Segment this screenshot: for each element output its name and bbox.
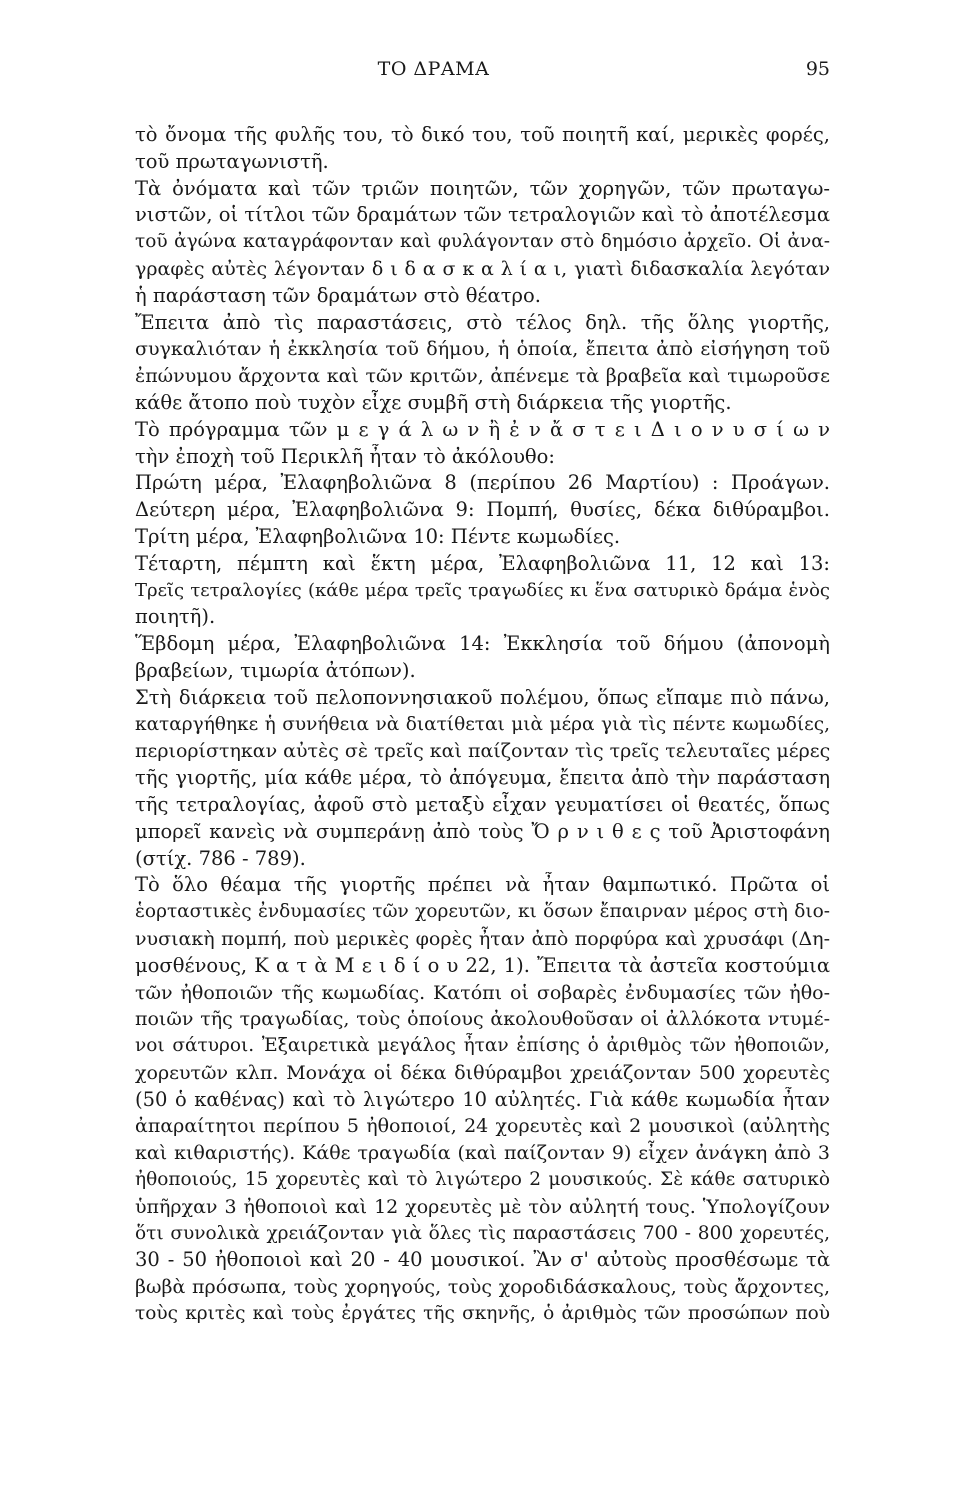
text-line: τῆς γιορτῆς, μία κάθε μέρα, τὸ ἀπόγευμα, ἔπειτα ἀπὸ τὴν παράσταση — [135, 766, 830, 790]
page-number: 95 — [805, 58, 830, 80]
text-line: Ἔπειτα ἀπὸ τὶς παραστάσεις, στὸ τέλος δηλ. τῆς ὅλης γιορτῆς, — [135, 310, 830, 334]
text-line: Τὸ ὅλο θέαμα τῆς γιορτῆς πρέπει νὰ ἦταν θαμπωτικό. Πρῶτα οἱ — [135, 873, 830, 897]
text-line: ποιῶν τῆς τραγωδίας, τοὺς ὁποίους ἀκολουθοῦσαν οἱ ἀλλόκοτα ντυμέ- — [135, 1008, 830, 1031]
text-line: Ἕβδομη μέρα, Ἐλαφηβολιῶνα 14: Ἐκκλησία τοῦ δήμου (ἀπονομὴ — [135, 632, 830, 656]
text-line: Τὰ ὀνόματα καὶ τῶν τριῶν ποιητῶν, τῶν χορηγῶν, τῶν πρωταγω- — [135, 176, 830, 200]
text-line: κάθε ἄτοπο ποὺ τυχὸν εἶχε συμβῆ στὴ διάρκεια τῆς γιορτῆς. — [135, 390, 732, 414]
text-line: γραφὲς αὐτὲς λέγονταν δ ι δ α σ κ α λ ί α ι, γιατὶ διδασκαλία λεγόταν — [135, 257, 830, 280]
text-line: μοσθένους, Κ α τ ὰ Μ ε ι δ ί ο υ 22, 1). Ἔπειτα τὰ ἀστεῖα κοστούμια — [135, 953, 830, 977]
text-line: ὅτι συνολικὰ χρειάζονταν γιὰ ὅλες τὶς παραστάσεις 700 - 800 χορευτές, — [135, 1222, 830, 1244]
text-line: νυσιακὴ πομπή, ποὺ μερικὲς φορὲς ἦταν ἀπὸ πορφύρα καὶ χρυσάφι (Δη- — [135, 927, 830, 950]
text-line: βωβὰ πρόσωπα, τοὺς χορηγούς, τοὺς χοροδιδάσκαλους, τοὺς ἄρχοντες, — [135, 1276, 830, 1299]
body-text — [135, 122, 830, 1328]
text-line: Τὸ πρόγραμμα τῶν μ ε γ ά λ ω ν ἢ ἐ ν ἄ σ τ ε ι Δ ι ο ν υ σ ί ω ν — [135, 417, 830, 441]
text-line: τὸ ὄνομα τῆς φυλῆς του, τὸ δικό του, τοῦ ποιητῆ καί, μερικὲς φορές, — [135, 123, 830, 146]
text-line: Πρώτη μέρα, Ἐλαφηβολιῶνα 8 (περίπου 26 Μαρτίου) : Προάγων. — [135, 471, 830, 495]
text-line: τῆς τετραλογίας, ἀφοῦ στὸ μεταξὺ εἶχαν γευματίσει οἱ θεατές, ὅπως — [135, 792, 830, 816]
text-line: ἠθοποιούς, 15 χορευτὲς καὶ τὸ λιγώτερο 2 μουσικούς. Σὲ κάθε σατυρικὸ — [135, 1169, 830, 1191]
text-line: Στὴ διάρκεια τοῦ πελοποννησιακοῦ πολέμου, ὅπως εἴπαμε πιὸ πάνω, — [135, 685, 830, 709]
text-line: συγκαλιόταν ἡ ἐκκλησία τοῦ δήμου, ἡ ὁποία, ἔπειτα ἀπὸ εἰσήγηση τοῦ — [135, 338, 830, 361]
text-line: βραβείων, τιμωρία ἀτόπων). — [135, 658, 416, 682]
text-line: ἡ παράσταση τῶν δραμάτων στὸ θέατρο. — [135, 283, 541, 307]
text-line: (50 ὁ καθένας) καὶ τὸ λιγώτερο 10 αὐλητές. Γιὰ κάθε κωμωδία ἦταν — [135, 1087, 830, 1111]
text-line: 30 - 50 ἠθοποιοὶ καὶ 20 - 40 μουσικοί. Ἂν σ' αὐτοὺς προσθέσωμε τὰ — [135, 1248, 830, 1272]
running-head — [0, 58, 977, 88]
text-line: ὑπῆρχαν 3 ἠθοποιοὶ καὶ 12 χορευτὲς μὲ τὸν αὐλητή τους. Ὑπολογίζουν — [135, 1195, 830, 1218]
text-line: περιορίστηκαν αὐτὲς σὲ τρεῖς καὶ παίζονταν τὶς τρεῖς τελευταῖες μέρες — [135, 740, 830, 763]
text-line: τὴν ἐποχὴ τοῦ Περικλῆ ἦταν τὸ ἀκόλουθο: — [135, 444, 555, 468]
text-line: (στίχ. 786 - 789). — [135, 846, 306, 870]
text-line: ποιητῆ). — [135, 605, 216, 629]
text-line: τοῦ πρωταγωνιστῆ. — [135, 149, 329, 173]
text-line: τοῦ ἀγώνα καταγράφονταν καὶ φυλάγονταν στὸ δημόσιο ἀρχεῖο. Οἱ ἀνα- — [135, 231, 830, 253]
text-line: ἑορταστικὲς ἐνδυμασίες τῶν χορευτῶν, κι ὅσων ἔπαιρναν μέρος στὴ διο- — [135, 901, 830, 923]
text-line: τοὺς κριτὲς καὶ τοὺς ἐργάτες τῆς σκηνῆς, ὁ ἀριθμὸς τῶν προσώπων ποὺ — [135, 1303, 830, 1325]
text-line: νιστῶν, οἱ τίτλοι τῶν δραμάτων τῶν τετραλογιῶν καὶ τὸ ἀποτέλεσμα — [135, 203, 830, 227]
text-line: Τρεῖς τετραλογίες (κάθε μέρα τρεῖς τραγωδίες κι ἕνα σατυρικὸ δράμα ἑνὸς — [135, 579, 830, 601]
text-line: Τρίτη μέρα, Ἐλαφηβολιῶνα 10: Πέντε κωμωδίες. — [135, 524, 621, 548]
text-line: Δεύτερη μέρα, Ἐλαφηβολιῶνα 9: Πομπή, θυσίες, δέκα διθύραμβοι. — [135, 498, 830, 522]
text-line: νοι σάτυροι. Ἐξαιρετικὰ μεγάλος ἦταν ἐπίσης ὁ ἀριθμὸς τῶν ἠθοποιῶν, — [135, 1035, 830, 1057]
text-line: Τέταρτη, πέμπτη καὶ ἕκτη μέρα, Ἐλαφηβολιῶνα 11, 12 καὶ 13: — [135, 551, 830, 575]
text-line: ἀπαραίτητοι περίπου 5 ἠθοποιοί, 24 χορευτὲς καὶ 2 μουσικοὶ (αὐλητὴς — [135, 1115, 830, 1138]
text-line: μπορεῖ κανεὶς νὰ συμπεράνῃ ἀπὸ τοὺς Ὄ ρ ν ι θ ε ς τοῦ Ἀριστοφάνη — [135, 819, 830, 843]
text-line: τῶν ἠθοποιῶν τῆς κωμωδίας. Κατόπι οἱ σοβαρὲς ἐνδυμασίες τῶν ἠθο- — [135, 981, 830, 1004]
text-line: χορευτῶν κλπ. Μονάχα οἱ δέκα διθύραμβοι χρειάζονταν 500 χορευτὲς — [135, 1061, 830, 1084]
text-line: καταργήθηκε ἡ συνήθεια νὰ διατίθεται μιὰ μέρα γιὰ τὶς πέντε κωμωδίες, — [135, 713, 830, 735]
text-line: ἐπώνυμου ἄρχοντα καὶ τῶν κριτῶν, ἀπένεμε τὰ βραβεῖα καὶ τιμωροῦσε — [135, 365, 830, 388]
text-line: καὶ κιθαριστής). Κάθε τραγωδία (καὶ παίζονταν 9) εἶχεν ἀνάγκη ἀπὸ 3 — [135, 1142, 830, 1165]
running-title: ΤΟ ΔΡΑΜΑ — [377, 58, 490, 80]
